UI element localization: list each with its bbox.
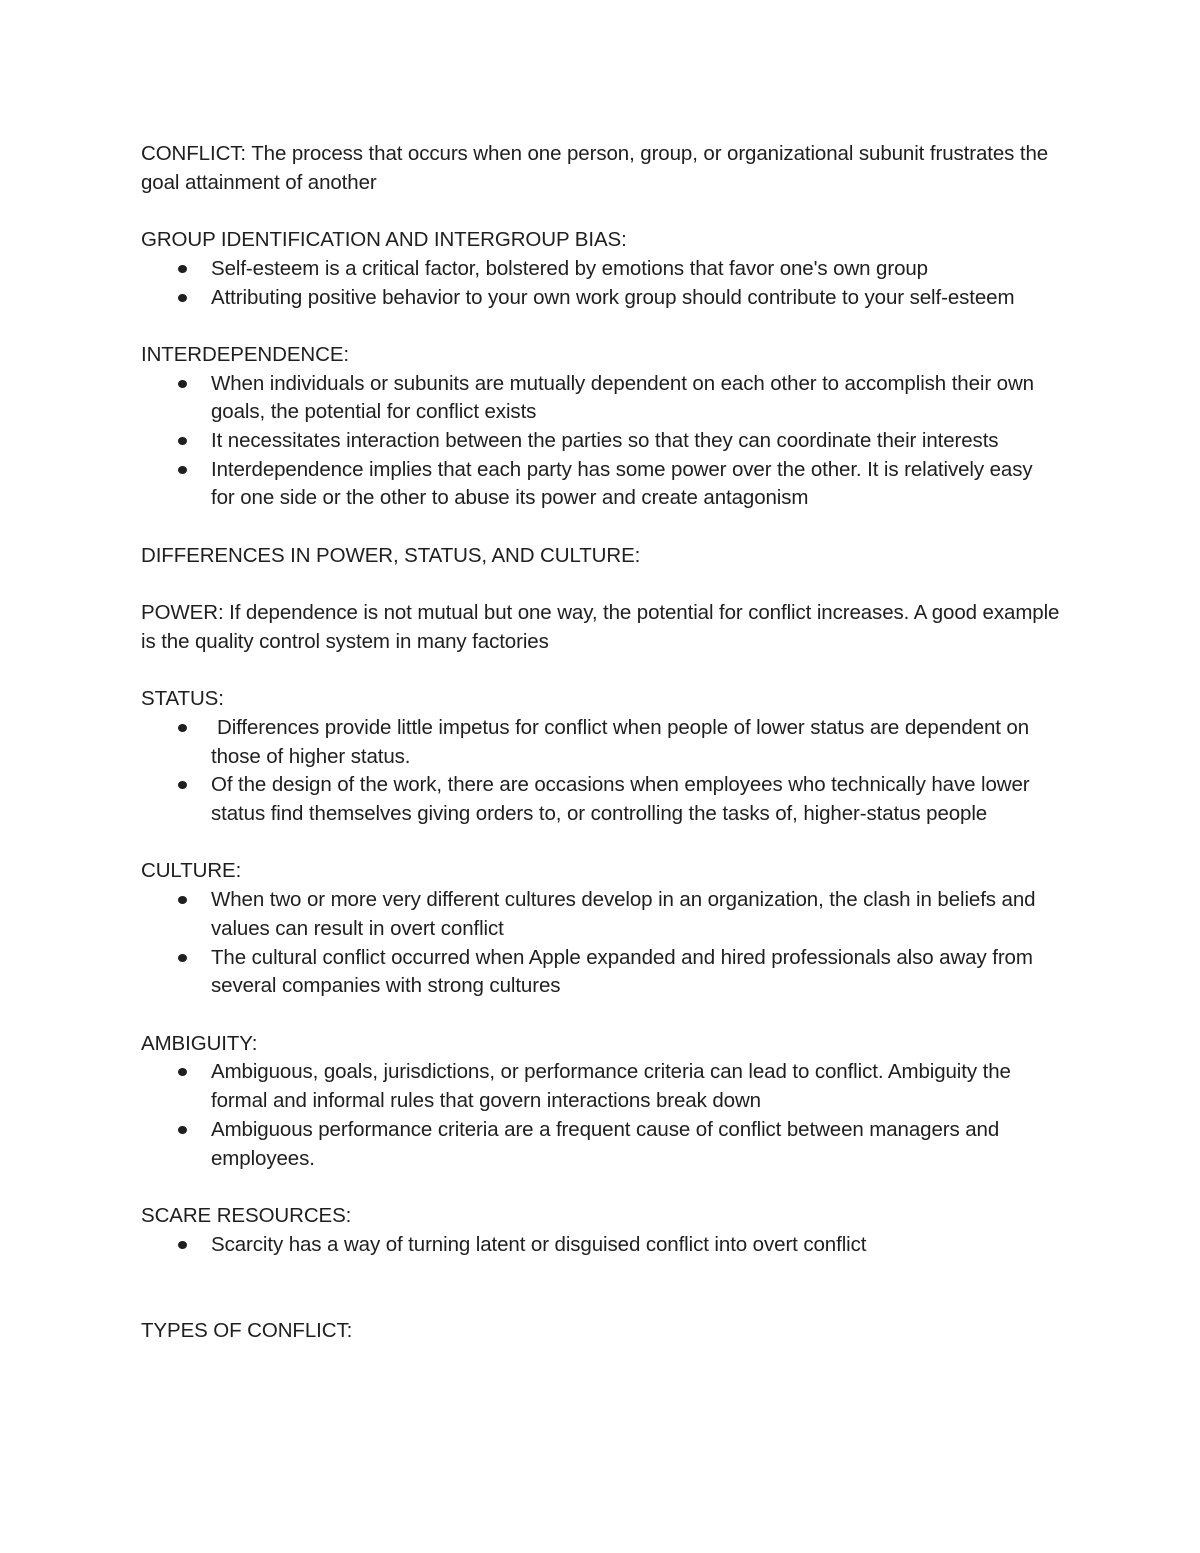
- list-item: Scarcity has a way of turning latent or disguised conflict into overt conflict: [141, 1231, 1061, 1260]
- list-item: The cultural conflict occurred when Apple expanded and hired professionals also away from several companies with strong cultures: [141, 944, 1061, 1001]
- conflict-definition: CONFLICT: The process that occurs when one person, group, or organizational subunit frustrates the goal attainment of another: [141, 142, 1049, 194]
- spacer: [141, 1001, 1061, 1030]
- bullet-icon: [178, 294, 187, 302]
- interdependence-list: [141, 370, 1061, 514]
- group-identification-list: [141, 255, 1061, 312]
- scarce-resources-heading: SCARE RESOURCES:: [141, 1203, 352, 1227]
- status-list: [141, 714, 1061, 829]
- differences-heading: DIFFERENCES IN POWER, STATUS, AND CULTURE:: [141, 543, 641, 567]
- bullet-icon: [178, 724, 187, 732]
- list-item: Ambiguous, goals, jurisdictions, or performance criteria can lead to conflict. Ambiguity the formal and informal rules that govern interactions break down: [141, 1058, 1061, 1115]
- bullet-icon: [178, 781, 187, 789]
- list-item: Interdependence implies that each party has some power over the other. It is relatively easy for one side or the other to abuse its power and create antagonism: [141, 456, 1061, 513]
- list-item: Ambiguous performance criteria are a frequent cause of conflict between managers and employees.: [141, 1116, 1061, 1173]
- status-heading: STATUS:: [141, 687, 224, 711]
- ambiguity-list: [141, 1058, 1061, 1173]
- bullet-icon: [178, 265, 187, 273]
- spacer: [141, 571, 1061, 600]
- bullet-icon: [178, 896, 187, 904]
- bullet-icon: [178, 1126, 187, 1134]
- ambiguity-heading: AMBIGUITY:: [141, 1031, 258, 1055]
- list-item: Differences provide little impetus for conflict when people of lower status are dependent on those of higher status.: [141, 714, 1061, 771]
- power-paragraph: POWER: If dependence is not mutual but one way, the potential for conflict increases. A good example is the quality control system in many factories: [141, 601, 1060, 653]
- bullet-icon: [178, 1241, 187, 1249]
- list-item: Of the design of the work, there are occasions when employees who technically have lower status find themselves giving orders to, or controlling the tasks of, higher-status people: [141, 771, 1061, 828]
- bullet-icon: [178, 380, 187, 388]
- spacer: [141, 829, 1061, 858]
- spacer: [141, 657, 1061, 686]
- culture-heading: CULTURE:: [141, 859, 242, 883]
- bullet-icon: [178, 466, 187, 474]
- document-page: [141, 140, 1061, 1345]
- spacer: [141, 513, 1061, 542]
- bullet-icon: [178, 1068, 187, 1076]
- list-item: It necessitates interaction between the parties so that they can coordinate their interests: [141, 427, 1061, 456]
- group-identification-heading: GROUP IDENTIFICATION AND INTERGROUP BIAS:: [141, 228, 627, 252]
- scarce-resources-list: [141, 1231, 1061, 1260]
- bullet-icon: [178, 954, 187, 962]
- list-item: Self-esteem is a critical factor, bolstered by emotions that favor one's own group: [141, 255, 1061, 284]
- list-item: Attributing positive behavior to your own work group should contribute to your self-esteem: [141, 284, 1061, 313]
- culture-list: [141, 886, 1061, 1001]
- list-item: When two or more very different cultures develop in an organization, the clash in beliefs and values can result in overt conflict: [141, 886, 1061, 943]
- spacer: [141, 312, 1061, 341]
- spacer: [141, 1259, 1061, 1316]
- bullet-icon: [178, 437, 187, 445]
- types-of-conflict-heading: TYPES OF CONFLICT:: [141, 1318, 353, 1342]
- list-item: When individuals or subunits are mutually dependent on each other to accomplish their own goals, the potential for conflict exists: [141, 370, 1061, 427]
- spacer: [141, 1173, 1061, 1202]
- spacer: [141, 197, 1061, 226]
- interdependence-heading: INTERDEPENDENCE:: [141, 342, 349, 366]
